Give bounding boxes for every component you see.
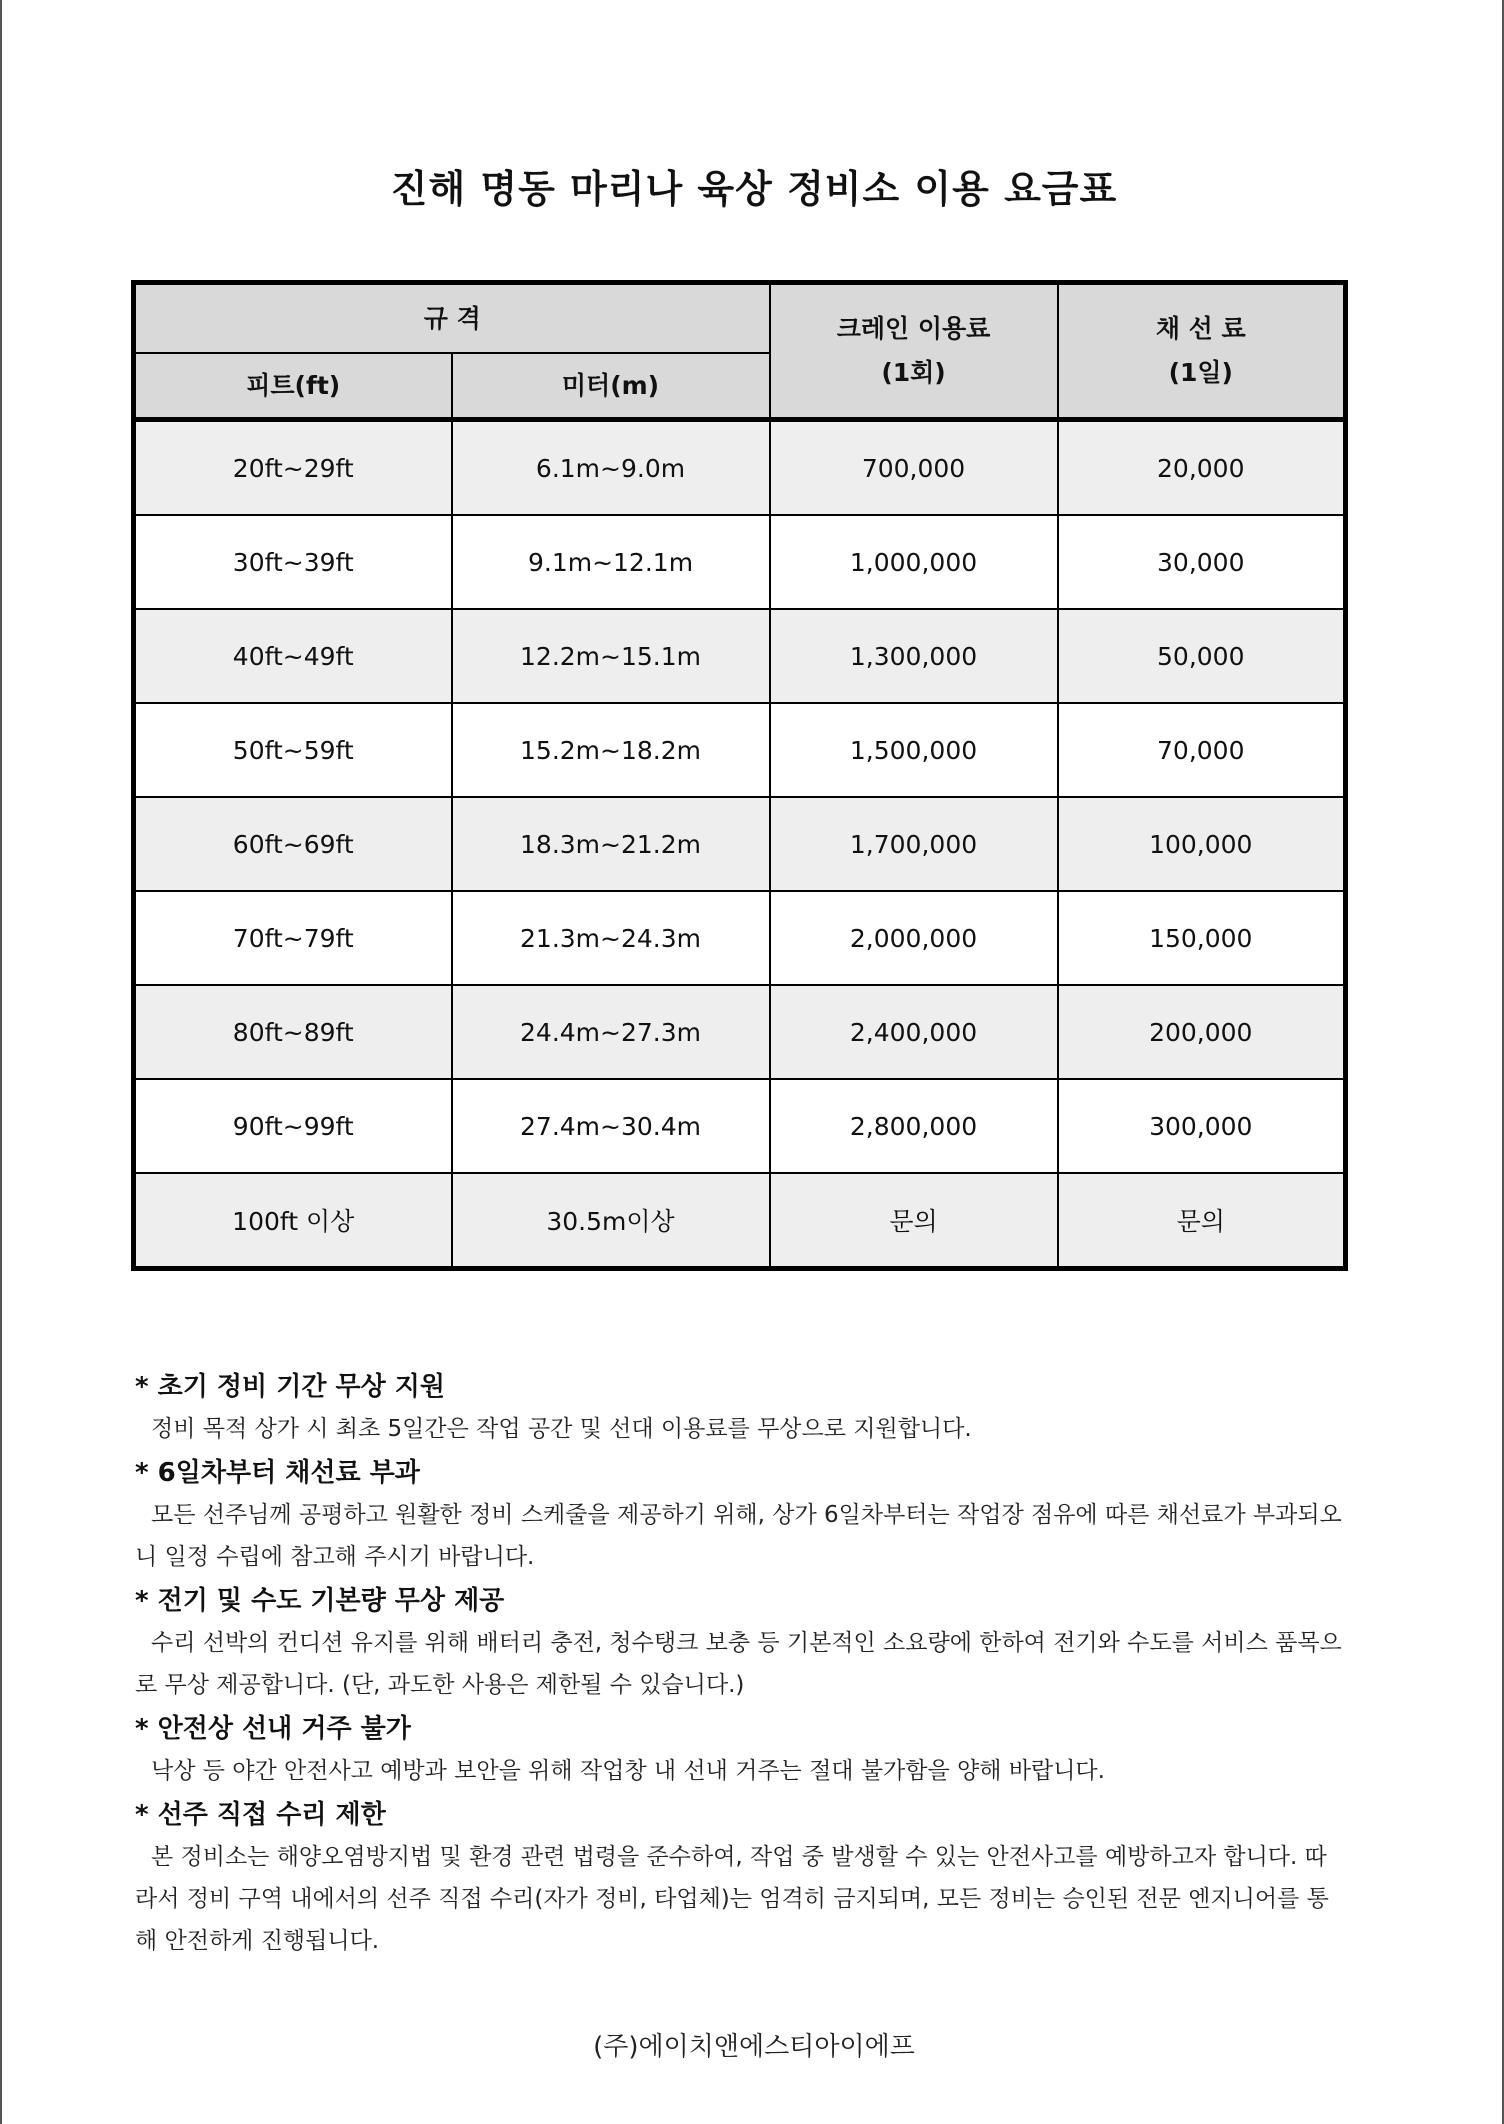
feet-cell: 60ft~69ft: [134, 797, 452, 891]
table-row: [134, 985, 1346, 1079]
crane-fee-cell: 700,000: [770, 420, 1058, 516]
feet-header: 피트(ft): [134, 353, 452, 420]
meter-cell: 6.1m~9.0m: [452, 420, 770, 516]
table-row: [134, 515, 1346, 609]
note-item: [135, 1580, 1345, 1706]
table-row: [134, 1079, 1346, 1173]
crane-fee-cell: 2,800,000: [770, 1079, 1058, 1173]
note-body: 낙상 등 야간 안전사고 예방과 보안을 위해 작업창 내 선내 거주는 절대 불가함을 양해 바랍니다.: [151, 1758, 1105, 1784]
berth-fee-cell: 200,000: [1058, 985, 1346, 1079]
spec-header: 규 격: [134, 283, 770, 354]
note-item: [135, 1794, 1345, 1962]
berth-fee-cell: 150,000: [1058, 891, 1346, 985]
crane-fee-cell: 2,400,000: [770, 985, 1058, 1079]
berth-fee-cell: 50,000: [1058, 609, 1346, 703]
meter-cell: 27.4m~30.4m: [452, 1079, 770, 1173]
feet-cell: 30ft~39ft: [134, 515, 452, 609]
feet-cell: 100ft 이상: [134, 1173, 452, 1269]
crane-fee-cell: 1,700,000: [770, 797, 1058, 891]
note-body: 본 정비소는 해양오염방지법 및 환경 관련 법령을 준수하여, 작업 중 발생할 수 있는 안전사고를 예방하고자 합니다. 따라서 정비 구역 내에서의 선주 직접 수리(자가 정비, 타업체)는 엄격히 금지되며, 모든 정비는 승인된 전문 엔지니어를 통해 안전하게 진행됩니다.: [135, 1844, 1329, 1954]
meter-cell: 24.4m~27.3m: [452, 985, 770, 1079]
crane-fee-cell: 2,000,000: [770, 891, 1058, 985]
crane-fee-cell: 1,000,000: [770, 515, 1058, 609]
crane-fee-cell: 1,500,000: [770, 703, 1058, 797]
note-body: 정비 목적 상가 시 최초 5일간은 작업 공간 및 선대 이용료를 무상으로 지원합니다.: [151, 1416, 972, 1442]
table-row: [134, 891, 1346, 985]
table-row: [134, 797, 1346, 891]
note-body: 수리 선박의 컨디션 유지를 위해 배터리 충전, 청수탱크 보충 등 기본적인 소요량에 한하여 전기와 수도를 서비스 품목으로 무상 제공합니다. (단, 과도한 사용은 제한될 수 있습니다.): [135, 1630, 1342, 1698]
feet-cell: 90ft~99ft: [134, 1079, 452, 1173]
table-row: [134, 703, 1346, 797]
meter-cell: 9.1m~12.1m: [452, 515, 770, 609]
crane-fee-header-line2: (1회): [881, 358, 946, 387]
feet-cell: 70ft~79ft: [134, 891, 452, 985]
note-heading: * 초기 정비 기간 무상 지원: [135, 1372, 446, 1402]
note-heading: * 6일차부터 채선료 부과: [135, 1458, 420, 1488]
meter-cell: 21.3m~24.3m: [452, 891, 770, 985]
note-heading: * 선주 직접 수리 제한: [135, 1800, 386, 1830]
notes-section: [135, 1366, 1345, 1964]
berth-fee-cell: 문의: [1058, 1173, 1346, 1269]
rate-table-body: [134, 420, 1346, 1269]
document-title: 진해 명동 마리나 육상 정비소 이용 요금표: [390, 167, 1118, 211]
feet-cell: 80ft~89ft: [134, 985, 452, 1079]
rate-table: [131, 280, 1348, 1271]
berth-fee-header-line1: 채 선 료: [1155, 314, 1246, 343]
table-row: [134, 1173, 1346, 1269]
note-item: [135, 1452, 1345, 1578]
note-item: [135, 1366, 1345, 1450]
rate-table-header: [134, 283, 1346, 420]
company-footer: (주)에이치앤에스티아이에프: [593, 2032, 915, 2062]
crane-fee-cell: 1,300,000: [770, 609, 1058, 703]
meter-header: 미터(m): [452, 353, 770, 420]
note-heading: * 전기 및 수도 기본량 무상 제공: [135, 1586, 505, 1616]
berth-fee-cell: 70,000: [1058, 703, 1346, 797]
feet-cell: 40ft~49ft: [134, 609, 452, 703]
feet-cell: 20ft~29ft: [134, 420, 452, 516]
crane-fee-header: [770, 283, 1058, 420]
meter-cell: 30.5m이상: [452, 1173, 770, 1269]
berth-fee-cell: 30,000: [1058, 515, 1346, 609]
crane-fee-header-line1: 크레인 이용료: [836, 314, 991, 343]
table-row: [134, 609, 1346, 703]
berth-fee-cell: 100,000: [1058, 797, 1346, 891]
meter-cell: 12.2m~15.1m: [452, 609, 770, 703]
crane-fee-cell: 문의: [770, 1173, 1058, 1269]
note-item: [135, 1708, 1345, 1792]
berth-fee-header: [1058, 283, 1346, 420]
feet-cell: 50ft~59ft: [134, 703, 452, 797]
table-row: [134, 420, 1346, 516]
note-body: 모든 선주님께 공평하고 원활한 정비 스케줄을 제공하기 위해, 상가 6일차부터는 작업장 점유에 따른 채선료가 부과되오니 일정 수립에 참고해 주시기 바랍니다.: [135, 1502, 1342, 1570]
berth-fee-cell: 300,000: [1058, 1079, 1346, 1173]
meter-cell: 18.3m~21.2m: [452, 797, 770, 891]
berth-fee-cell: 20,000: [1058, 420, 1346, 516]
note-heading: * 안전상 선내 거주 불가: [135, 1714, 411, 1744]
meter-cell: 15.2m~18.2m: [452, 703, 770, 797]
berth-fee-header-line2: (1일): [1168, 358, 1233, 387]
